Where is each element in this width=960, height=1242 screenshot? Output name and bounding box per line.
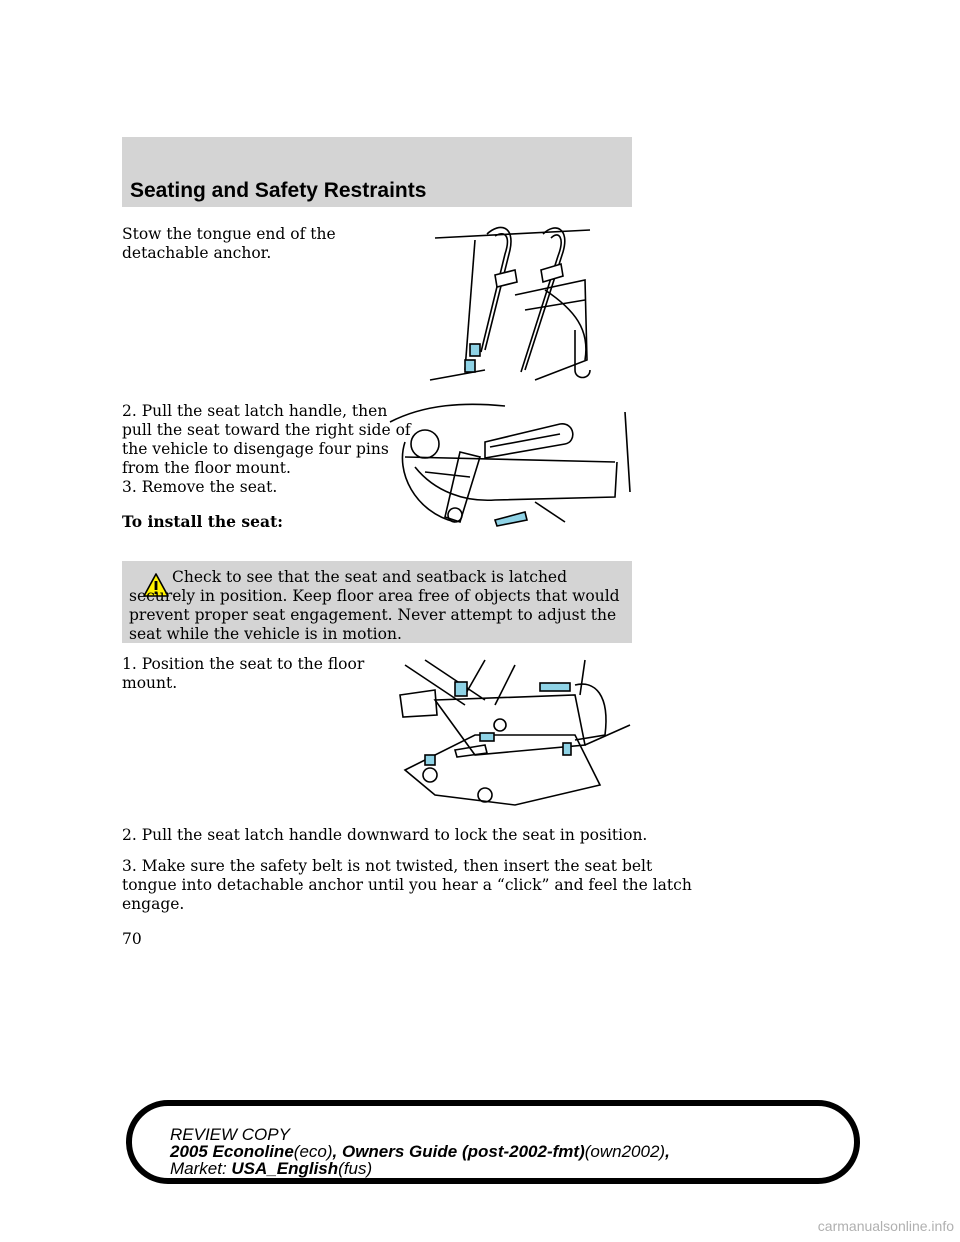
install-step-2: 2. Pull the seat latch handle downward to lock the seat in position. — [122, 826, 648, 844]
text-line: 2. Pull the seat latch handle, then — [122, 402, 388, 420]
remove-step-2 — [122, 402, 411, 478]
remove-step-3: 3. Remove the seat. — [122, 478, 278, 496]
floor-mount-illustration — [395, 655, 635, 815]
install-step-1 — [122, 655, 364, 693]
separator: , — [332, 1142, 342, 1161]
watermark: carmanualsonline.info — [817, 1218, 954, 1234]
seat-latch-illustration — [385, 402, 635, 532]
text-line: pull the seat toward the right side of — [122, 421, 411, 439]
text-line: 1. Position the seat to the floor — [122, 655, 365, 673]
section-header-band — [122, 137, 632, 207]
model-code: (eco) — [293, 1142, 333, 1161]
section-title: Seating and Safety Restraints — [130, 179, 427, 202]
text-line: 3. Make sure the safety belt is not twisted, then insert the seat belt — [122, 857, 653, 875]
text-line: Stow the tongue end of the — [122, 225, 336, 243]
text-line: from the floor mount. — [122, 459, 291, 477]
text-line: engage. — [122, 895, 185, 913]
install-step-3 — [122, 857, 692, 914]
doc-id-line — [170, 1143, 670, 1160]
install-heading: To install the seat: — [122, 512, 283, 531]
warning-box — [122, 561, 632, 643]
separator: , — [665, 1142, 670, 1161]
market-code: (fus) — [338, 1159, 373, 1178]
review-footer — [126, 1100, 860, 1184]
warning-text: Check to see that the seat and seatback is latched securely in position. Keep floor area free of objects that would prevent proper seat engagement. Never attempt to adjust the seat while the vehicle is in motion. — [129, 568, 620, 643]
text-line: detachable anchor. — [122, 244, 272, 262]
market-value: USA_English — [231, 1159, 339, 1178]
market-line — [170, 1160, 670, 1177]
review-label: REVIEW COPY — [170, 1125, 290, 1144]
stow-instruction — [122, 225, 336, 263]
guide-name: Owners Guide (post-2002-fmt) — [341, 1142, 585, 1161]
guide-code: (own2002) — [584, 1142, 666, 1161]
market-label: Market: — [170, 1159, 232, 1178]
page-number: 70 — [122, 930, 142, 948]
text-line: the vehicle to disengage four pins — [122, 440, 389, 458]
text-line: tongue into detachable anchor until you hear a “click” and feel the latch — [122, 876, 692, 894]
stowed-belt-illustration — [425, 220, 595, 390]
text-line: mount. — [122, 674, 178, 692]
model-name: 2005 Econoline — [170, 1142, 294, 1161]
